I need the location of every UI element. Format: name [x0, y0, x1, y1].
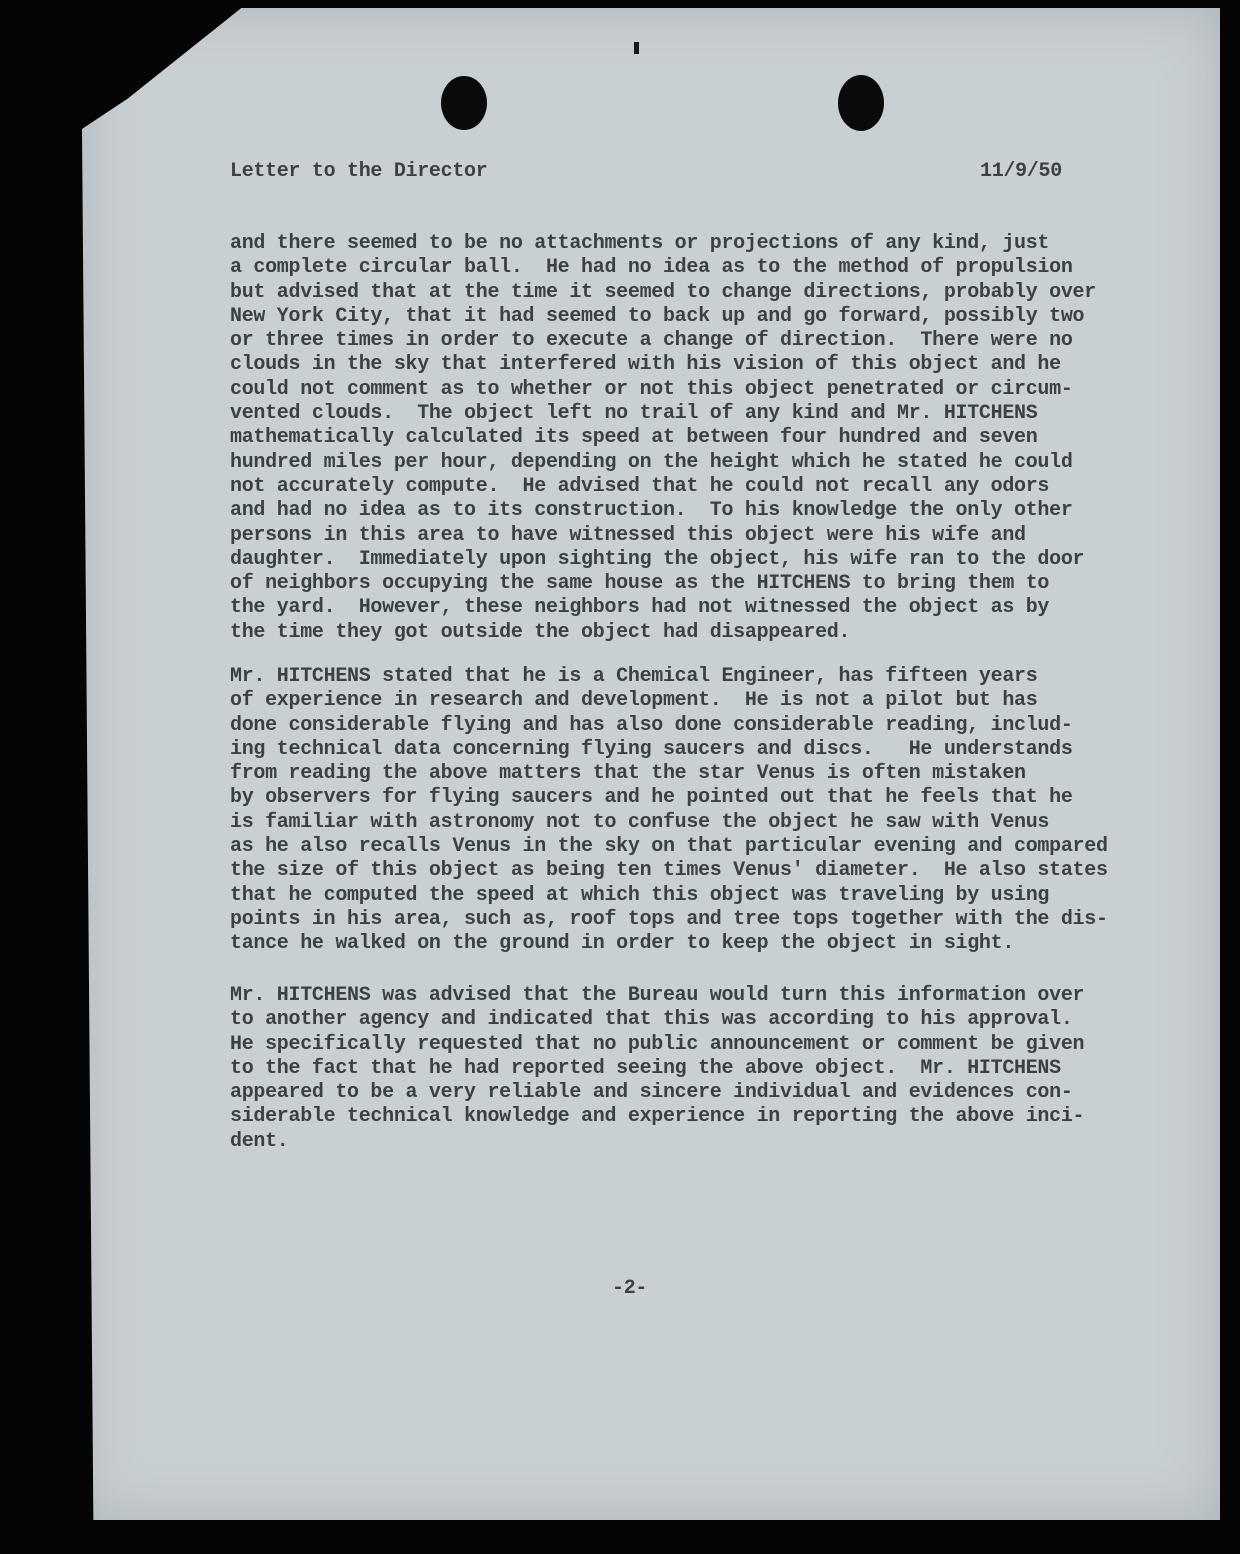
- letter-title: Letter to the Director: [230, 160, 488, 183]
- body-paragraph-1: and there seemed to be no attachments or projections of any kind, just a complete circular ball. He had no idea as to the method of propulsion but advised that at the time it seemed to change directions, probably over New York City, that it had seemed to back up and go forward, possibly two or three times in order to execute a change of direction. There were no clouds in the sky that interfered with his vision of this object and he could not comment as to whether or not this object penetrated or circum- vented clouds. The object left no trail of any kind and Mr. HITCHENS mathematically calculated its speed at between four hundred and seven hundred miles per hour, depending on the height which he stated he could not accurately compute. He advised that he could not recall any odors and had no idea as to its construction. To his knowledge the only other persons in this area to have witnessed this object were his wife and daughter. Immediately upon sighting the object, his wife ran to the door of neighbors occupying the same house as the HITCHENS to bring them to the yard. However, these neighbors had not witnessed the object as by the time they got outside the object had disappeared.: [230, 232, 1096, 644]
- body-paragraph-2: Mr. HITCHENS stated that he is a Chemical Engineer, has fifteen years of experience in research and development. He is not a pilot but has done considerable flying and has also done considerable reading, includ- ing technical data concerning flying saucers and discs. He understands from reading the above matters that the star Venus is often mistaken by observers for flying saucers and he pointed out that he feels that he is familiar with astronomy not to confuse the object he saw with Venus as he also recalls Venus in the sky on that particular evening and compared the size of this object as being ten times Venus' diameter. He also states that he computed the speed at which this object was traveling by using points in his area, such as, roof tops and tree tops together with the dis- tance he walked on the ground in order to keep the object in sight.: [230, 665, 1108, 956]
- punch-hole-right: [838, 75, 884, 131]
- punch-hole-left: [441, 76, 487, 130]
- paper-mark: [634, 42, 639, 54]
- page-number: -2-: [612, 1277, 648, 1300]
- body-paragraph-3: Mr. HITCHENS was advised that the Bureau would turn this information over to another agency and indicated that this was according to his approval. He specifically requested that no public announcement or comment be given to the fact that he had reported seeing the above object. Mr. HITCHENS appeared to be a very reliable and sincere individual and evidences con- siderable technical knowledge and experience in reporting the above inci- dent.: [230, 984, 1085, 1153]
- letter-date: 11/9/50: [980, 160, 1062, 183]
